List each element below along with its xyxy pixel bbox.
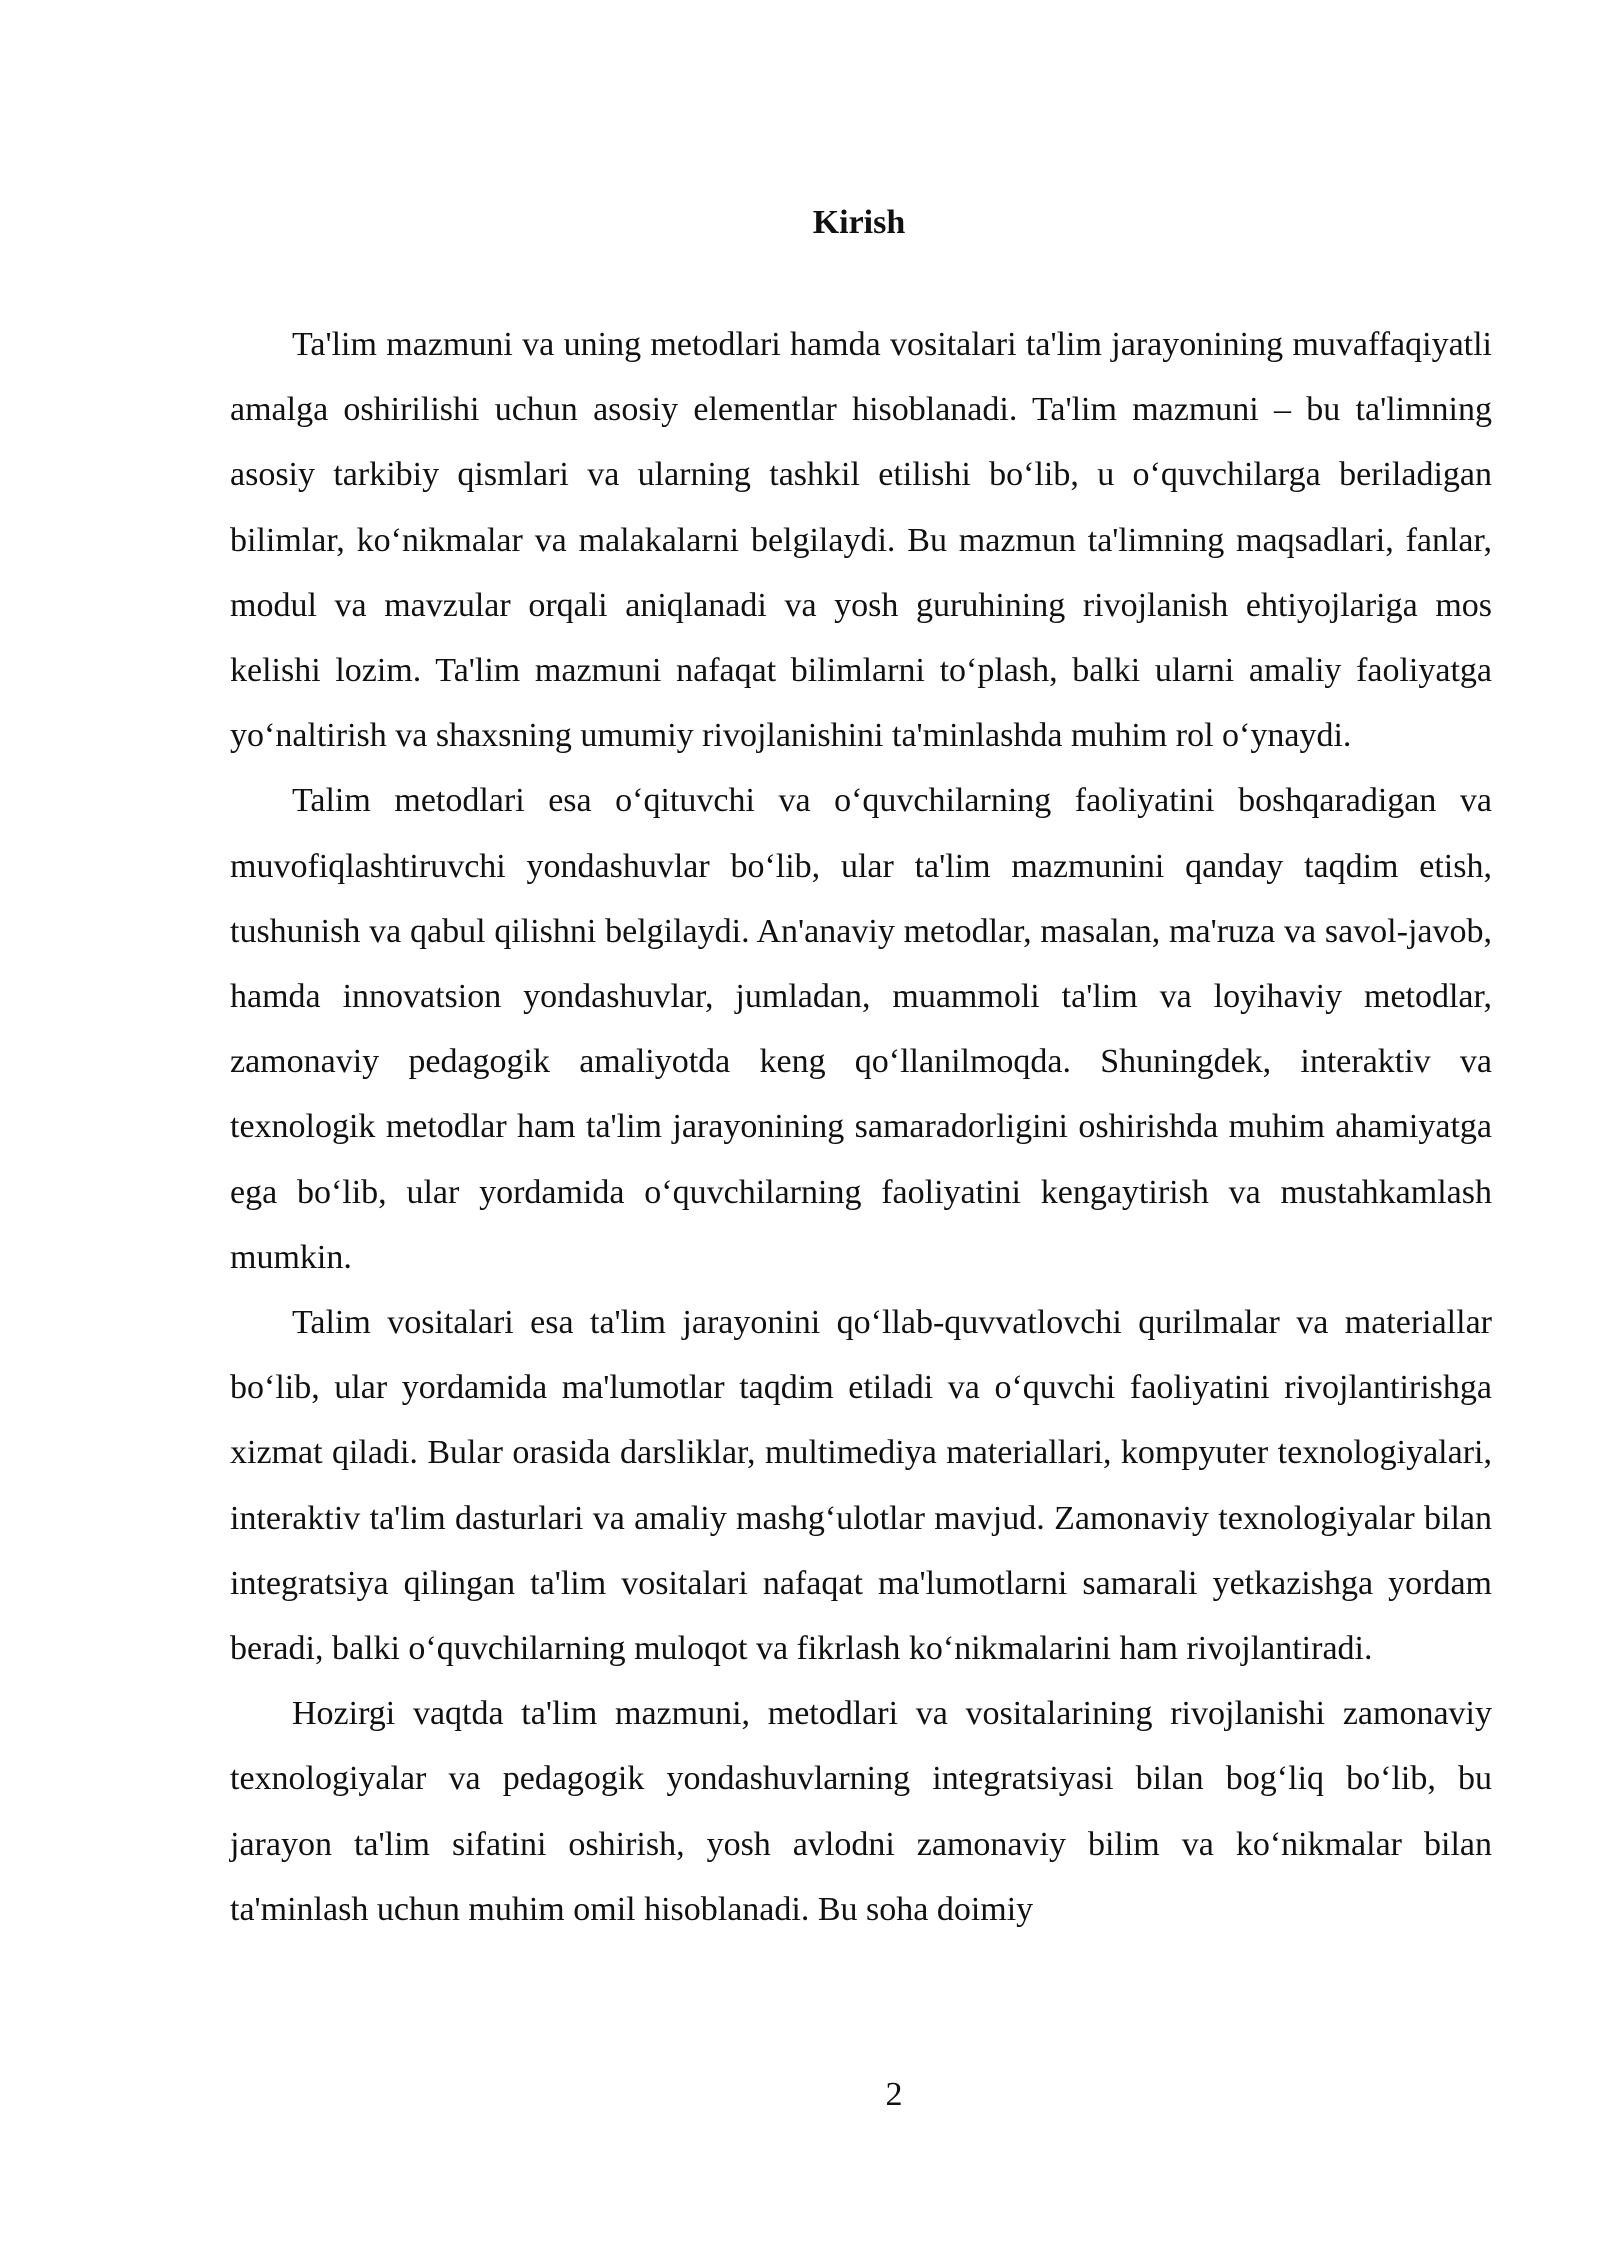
paragraph-teaching-methods: Talim metodlari esa oʻqituvchi va oʻquvchilarning faoliyatini boshqaradigan va muvofiqlashtiruvchi yondashuvlar boʻlib, ular ta'lim mazmunini qanday taqdim etish, tushunish va qabul qilishni belgilaydi. An'anaviy metodlar, masalan, ma'ruza va savol-javob, hamda innovatsion yondashuvlar, jumladan, muammoli ta'lim va loyihaviy metodlar, zamonaviy pedagogik amaliyotda keng qoʻllanilmoqda. Shuningdek, interaktiv va texnologik metodlar ham ta'lim jarayonining samaradorligini oshirishda muhim ahamiyatga ega boʻlib, ular yordamida oʻquvchilarning faoliyatini kengaytirish va mustahkamlash mumkin. (230, 782, 1492, 1276)
paragraph-teaching-tools: Talim vositalari esa ta'lim jarayonini qoʻllab-quvvatlovchi qurilmalar va materiallar boʻlib, ular yordamida ma'lumotlar taqdim etiladi va oʻquvchi faoliyatini rivojlantirishga xizmat qiladi. Bular orasida darsliklar, multimediya materiallari, kompyuter texnologiyalari, interaktiv ta'lim dasturlari va amaliy mashgʻulotlar mavjud. Zamonaviy texnologiyalar bilan integratsiya qilingan ta'lim vositalari nafaqat ma'lumotlarni samarali yetkazishga yordam beradi, balki oʻquvchilarning muloqot va fikrlash koʻnikmalarini ham rivojlantiradi. (230, 1304, 1492, 1668)
paragraph-current-development: Hozirgi vaqtda ta'lim mazmuni, metodlari va vositalarining rivojlanishi zamonaviy texnologiyalar va pedagogik yondashuvlarning integratsiyasi bilan bogʻliq boʻlib, bu jarayon ta'lim sifatini oshirish, yosh avlodni zamonaviy bilim va koʻnikmalar bilan ta'minlash uchun muhim omil hisoblanadi. Bu soha doimiy (230, 1695, 1492, 1928)
page-number: 2 (885, 2076, 903, 2113)
paragraph-content-intro: Ta'lim mazmuni va uning metodlari hamda vositalari ta'lim jarayonining muvaffaqiyatli amalga oshirilishi uchun asosiy elementlar hisoblanadi. Ta'lim mazmuni – bu ta'limning asosiy tarkibiy qismlari va ularning tashkil etilishi boʻlib, u oʻquvchilarga beriladigan bilimlar, koʻnikmalar va malakalarni belgilaydi. Bu mazmun ta'limning maqsadlari, fanlar, modul va mavzular orqali aniqlanadi va yosh guruhining rivojlanish ehtiyojlariga mos kelishi lozim. Ta'lim mazmuni nafaqat bilimlarni toʻplash, balki ularni amaliy faoliyatga yoʻnaltirish va shaxsning umumiy rivojlanishini ta'minlashda muhim rol oʻynaydi. (230, 326, 1492, 755)
section-heading: Kirish (812, 204, 906, 241)
body-text (230, 312, 1492, 1942)
